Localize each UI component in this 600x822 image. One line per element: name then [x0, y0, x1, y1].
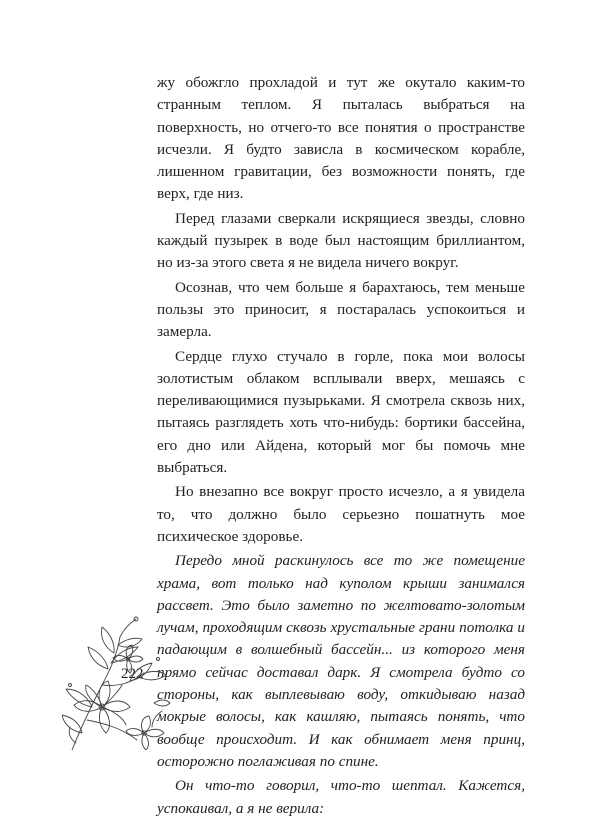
- page-number: 222: [121, 666, 144, 682]
- paragraph-1: жу обожгло прохладой и тут же окутало каким-то странным теплом. Я пыталась выбраться на поверхность, но отчего-то все понятия о пространстве исчезли. Я будто зависла в космическом корабле, лишенном гравитации, без возможности понять, где верх, где низ.: [157, 74, 525, 203]
- paragraph-3: Осознав, что чем больше я барахтаюсь, тем меньше пользы это приносит, я постаралась успокоиться и замерла.: [157, 278, 525, 341]
- paragraph-7-italic: Он что-то говорил, что-то шептал. Кажется, успокаивал, а я не верила:: [157, 777, 525, 817]
- floral-corner-ornament-icon: [62, 615, 174, 750]
- paragraph-2: Перед глазами сверкали искрящиеся звезды, словно каждый пузырек в воде был настоящим бриллиантом, но из-за этого света я не видела ничего вокруг.: [157, 209, 525, 272]
- paragraph-5: Но внезапно все вокруг просто исчезло, а я увидела то, что должно было серьезно пошатнуть мое психическое здоровье.: [157, 483, 525, 545]
- paragraph-4: Сердце глухо стучало в горле, пока мои волосы золотистым облаком всплывали вверх, мешаясь с переливающимися пузырьками. Я смотрела сквозь них, пытаясь разглядеть хоть что-нибудь: бортики бассейна, его дно или Айдена, который мог бы помочь мне выбраться.: [157, 347, 525, 477]
- paragraph-6-italic: Передо мной раскинулось все то же помещение храма, вот только над куполом крыши занимался рассвет. Это было заметно по желтовато-золотым лучам, проходящим сквозь хрустальные грани потолка и падающим в волшебный бассейн... из которого меня прямо сейчас доставал дарк. Я смотрела будто со стороны, как выплевываю воду, откидываю назад мокрые волосы, как кашляю, пытаясь понять, что вообще происходит. И как обнимает меня принц, осторожно поглаживая по спине.: [157, 552, 525, 770]
- body-text: [157, 72, 525, 822]
